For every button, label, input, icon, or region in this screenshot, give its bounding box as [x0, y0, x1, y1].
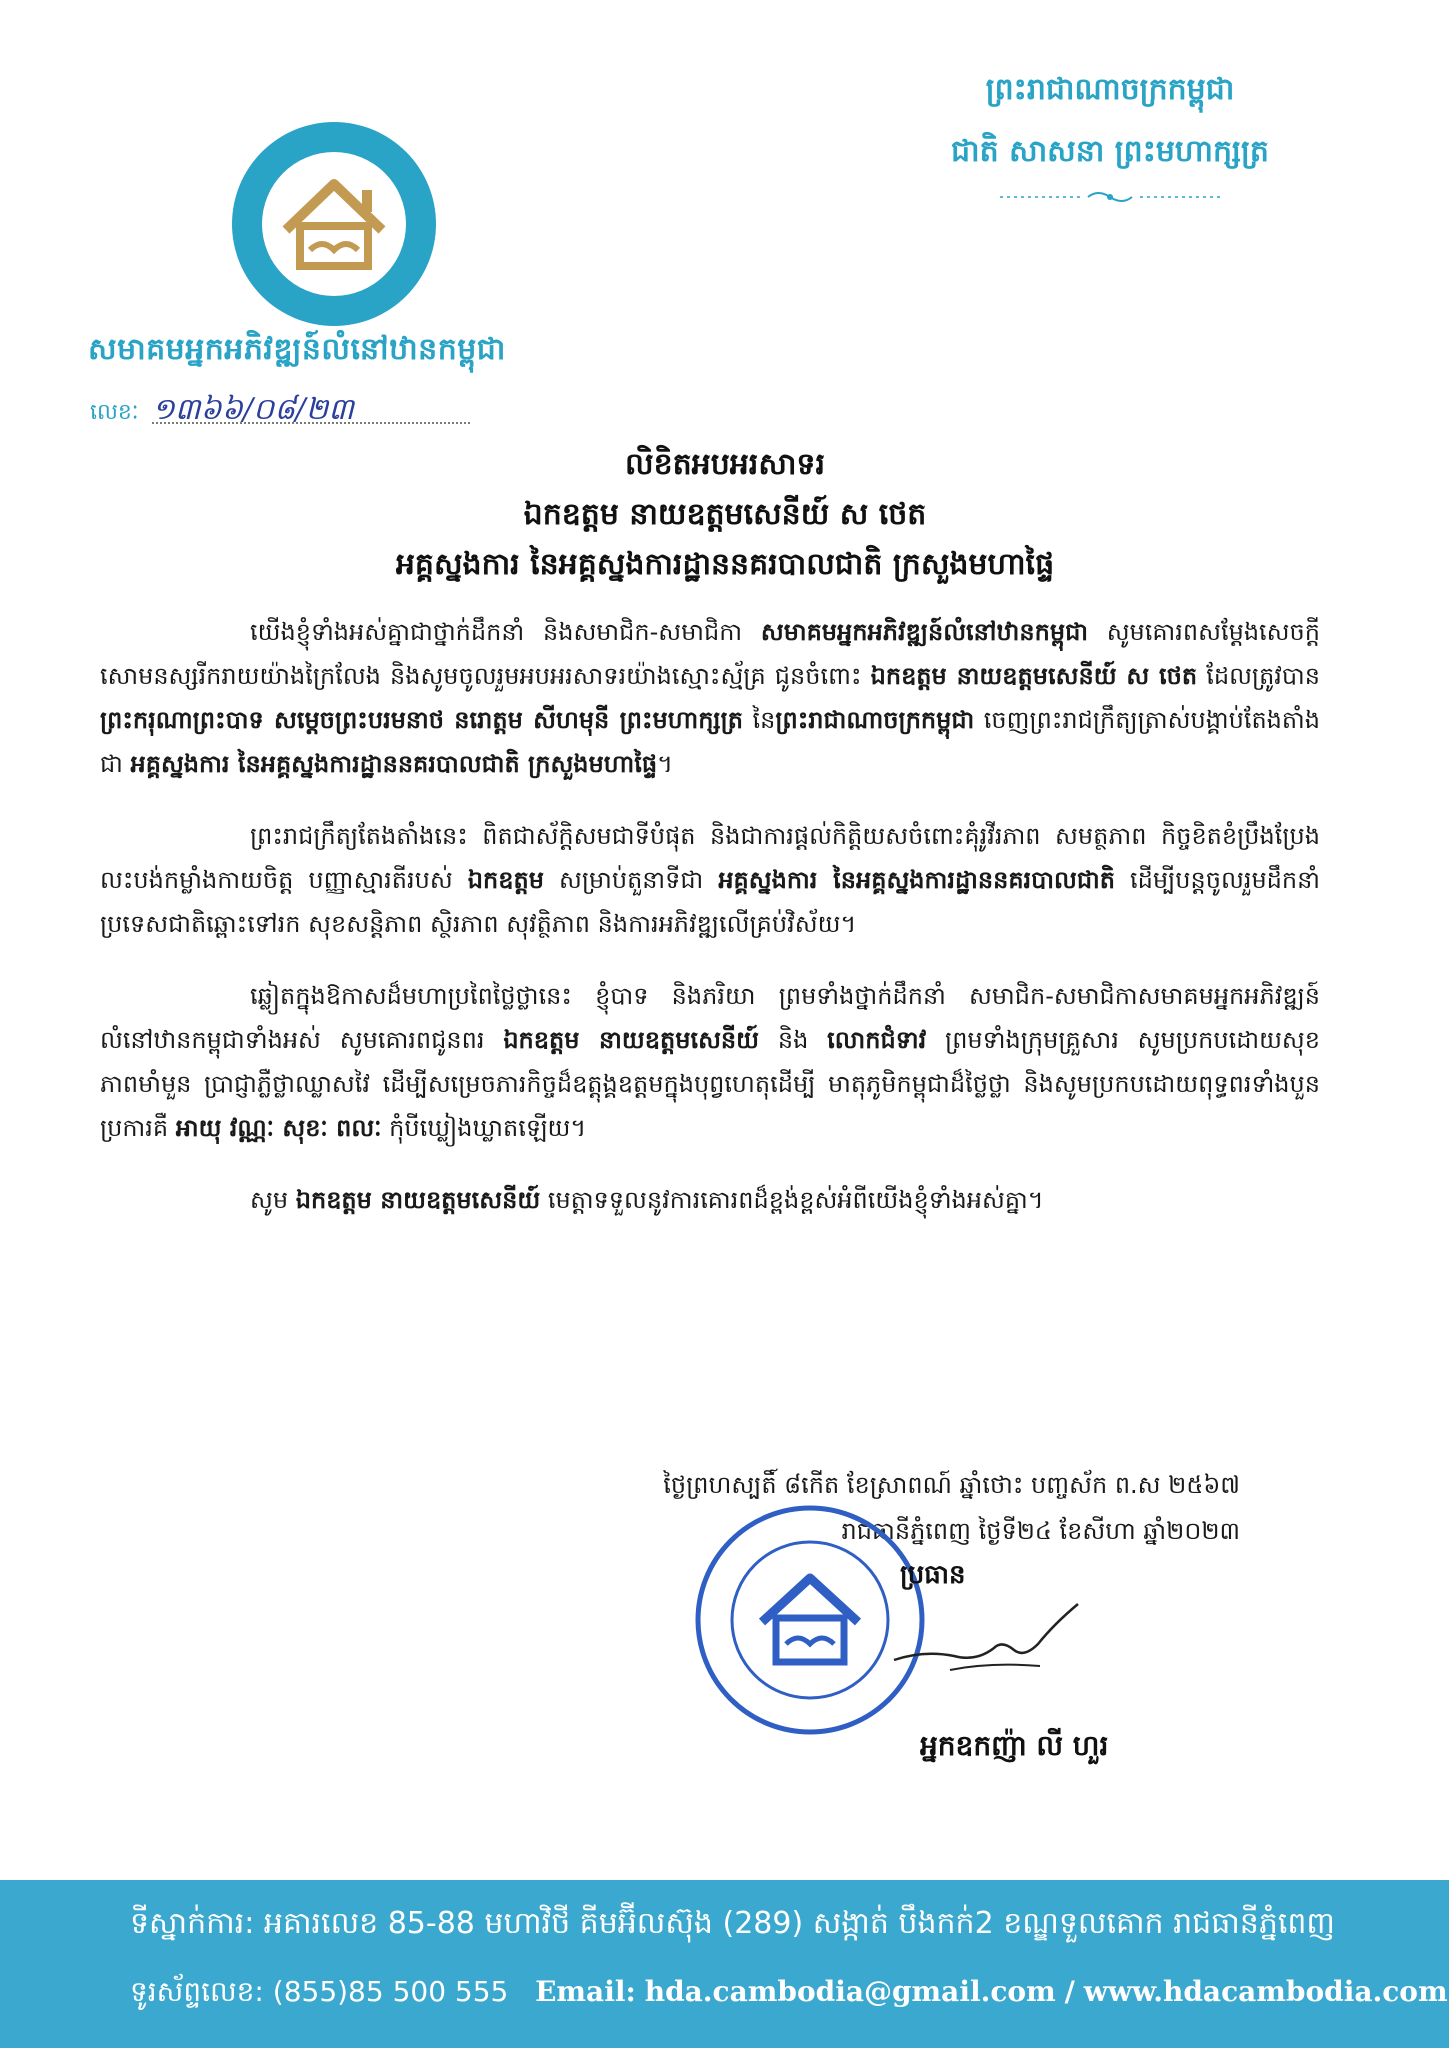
solar-date: រាជធានីភ្នំពេញ ថ្ងៃទី២៤ ខែសីហា ឆ្នាំ២០២៣: [841, 1517, 1240, 1545]
title-line-3: អគ្គស្នងការ នៃអគ្គស្នងការដ្ឋាននគរបាលជាតិ ក្រសួងមហាផ្ទៃ: [395, 547, 1055, 582]
footer-address: [130, 1904, 1335, 1948]
reference-label: លេខៈ: [90, 400, 139, 425]
paragraph-2: ព្រះរាជក្រឹត្យតែងតាំងនេះ ពិតជាស័ក្តិសមជាទីបំផុត និងជាការផ្តល់កិត្តិយសចំពោះគុំរូវីរភាព សមត្ថភាព កិច្ចខិតខំប្រឹងប្រែង លះបង់កម្លាំងកាយចិត្ត បញ្ញាស្មារតីរបស់ ឯកឧត្តម សម្រាប់តួនាទីជា អគ្គស្នងការ នៃអគ្គស្នងការដ្ឋាននគរបាលជាតិ ដើម្បីបន្តចូលរួមដឹកនាំប្រទេសជាតិឆ្ពោះទៅរក សុខសន្តិភាព ស្ថិរភាព សុវត្ថិភាព និងការអភិវឌ្ឍលើគ្រប់វិស័យ។: [100, 822, 1320, 938]
reference-number: ១៣៦៦/០៨/២៣: [152, 392, 354, 427]
paragraph-1: យើងខ្ញុំទាំងអស់គ្នាជាថ្នាក់ដឹកនាំ និងសមាជិក-សមាជិកា សមាគមអ្នកអភិវឌ្ឍន៍លំនៅឋានកម្ពុជា សូមគោរពសម្តែងសេចក្តីសោមនស្សរីករាយយ៉ាងក្រៃលែង និងសូមចូលរួមអបអរសាទរយ៉ាងស្មោះស្ម័គ្រ ជូនចំពោះ ឯកឧត្តម នាយឧត្តមសេនីយ៍ ស ថេត ដែលត្រូវបាន ព្រះករុណាព្រះបាទ សម្តេចព្រះបរមនាថ នរោត្តម សីហមុនី ព្រះមហាក្សត្រ នៃព្រះរាជាណាចក្រកម្ពុជា ចេញព្រះរាជក្រឹត្យត្រាស់បង្គាប់តែងតាំងជា អគ្គស្នងការ នៃអគ្គស្នងការដ្ឋាននគរបាលជាតិ ក្រសួងមហាផ្ទៃ។: [100, 618, 1321, 778]
closing-paragraph: សូម ឯកឧត្តម នាយឧត្តមសេនីយ៍ មេត្តាទទួលនូវការគោរពដ៏ខ្ពង់ខ្ពស់អំពីយើងខ្ញុំទាំងអស់គ្នា។: [250, 1186, 1044, 1214]
email-link[interactable]: hda.cambodia@gmail.com: [644, 1975, 1056, 2008]
organization-name: សមាគមអ្នកអភិវឌ្ឍន៍លំនៅឋានកម្ពុជា: [88, 332, 506, 367]
title-line-2: ឯកឧត្តម នាយឧត្តមសេនីយ៍ ស ថេត: [523, 497, 927, 532]
signer-name: អ្នកឧកញ៉ា លី ហួរ: [920, 1729, 1109, 1762]
hda-logo: [228, 118, 440, 330]
stamp-house-icon: [762, 1578, 858, 1662]
footer-contact: [130, 1974, 1448, 2015]
paragraph-3: ឆ្លៀតក្នុងឱកាសដ៏មហាប្រពៃថ្លៃថ្លានេះ ខ្ញុំបាទ និងភរិយា ព្រមទាំងថ្នាក់ដឹកនាំ សមាជិក-សមាជិកាសមាគមអ្នកអភិវឌ្ឍន៍លំនៅឋានកម្ពុជាទាំងអស់ សូមគោរពជូនពរ ឯកឧត្តម នាយឧត្តមសេនីយ៍ និង លោកជំទាវ ព្រមទាំងក្រុមគ្រួសារ សូមប្រកបដោយសុខភាពមាំមួន ប្រាជ្ញាភ្លឺថ្លាឈ្លាសវៃ ដើម្បីសម្រេចភារកិច្ចដ៏ឧត្តុង្គឧត្តមក្នុងបុព្វហេតុដើម្បី មាតុភូមិកម្ពុជាដ៏ថ្លៃថ្លា និងសូមប្រកបដោយពុទ្ធពរទាំងបួនប្រការគឺ អាយុ វណ្ណៈ សុខៈ ពលៈ កុំបីឃ្លៀងឃ្លាតឡើយ។: [100, 982, 1321, 1142]
phone-value: (855)85 500 555: [272, 1975, 509, 2008]
ornament-divider-icon: [1000, 190, 1220, 204]
reference-number-row: [90, 392, 510, 432]
email-label: Email:: [535, 1975, 636, 2008]
title-line-1: លិខិតអបអរសាទរ: [625, 447, 825, 482]
reference-dotted-line: [152, 422, 470, 424]
letter-title: [200, 440, 1250, 590]
kingdom-title: ព្រះរាជាណាចក្រកម្ពុជា: [985, 72, 1235, 107]
phone-label: ទូរស័ព្ទលេខ:: [130, 1975, 264, 2008]
signer-title: ប្រធាន: [900, 1560, 966, 1590]
footer-bar: [0, 1880, 1449, 2048]
handwritten-signature: [890, 1600, 1090, 1690]
kingdom-header: [900, 70, 1320, 204]
lunar-date: ថ្ងៃព្រហស្បតិ៍ ៨កើត ខែស្រាពណ៍ ឆ្នាំថោះ បញ្ចស័ក ព.ស ២៥៦៧: [663, 1471, 1240, 1499]
nation-religion-king: ជាតិ សាសនា ព្រះមហាក្សត្រ: [951, 134, 1269, 169]
contact-separator: /: [1064, 1975, 1075, 2008]
address-value: អគារលេខ 85-88 មហាវិថី គីមអ៊ីលស៊ុង (289) សង្កាត់ បឹងកក់2 ខណ្ឌទួលគោក រាជធានីភ្នំពេញ: [263, 1906, 1336, 1941]
letter-body: [100, 610, 1320, 1222]
website-link[interactable]: www.hdacambodia.com: [1083, 1975, 1448, 2008]
address-label: ទីស្នាក់ការ:: [130, 1906, 255, 1941]
